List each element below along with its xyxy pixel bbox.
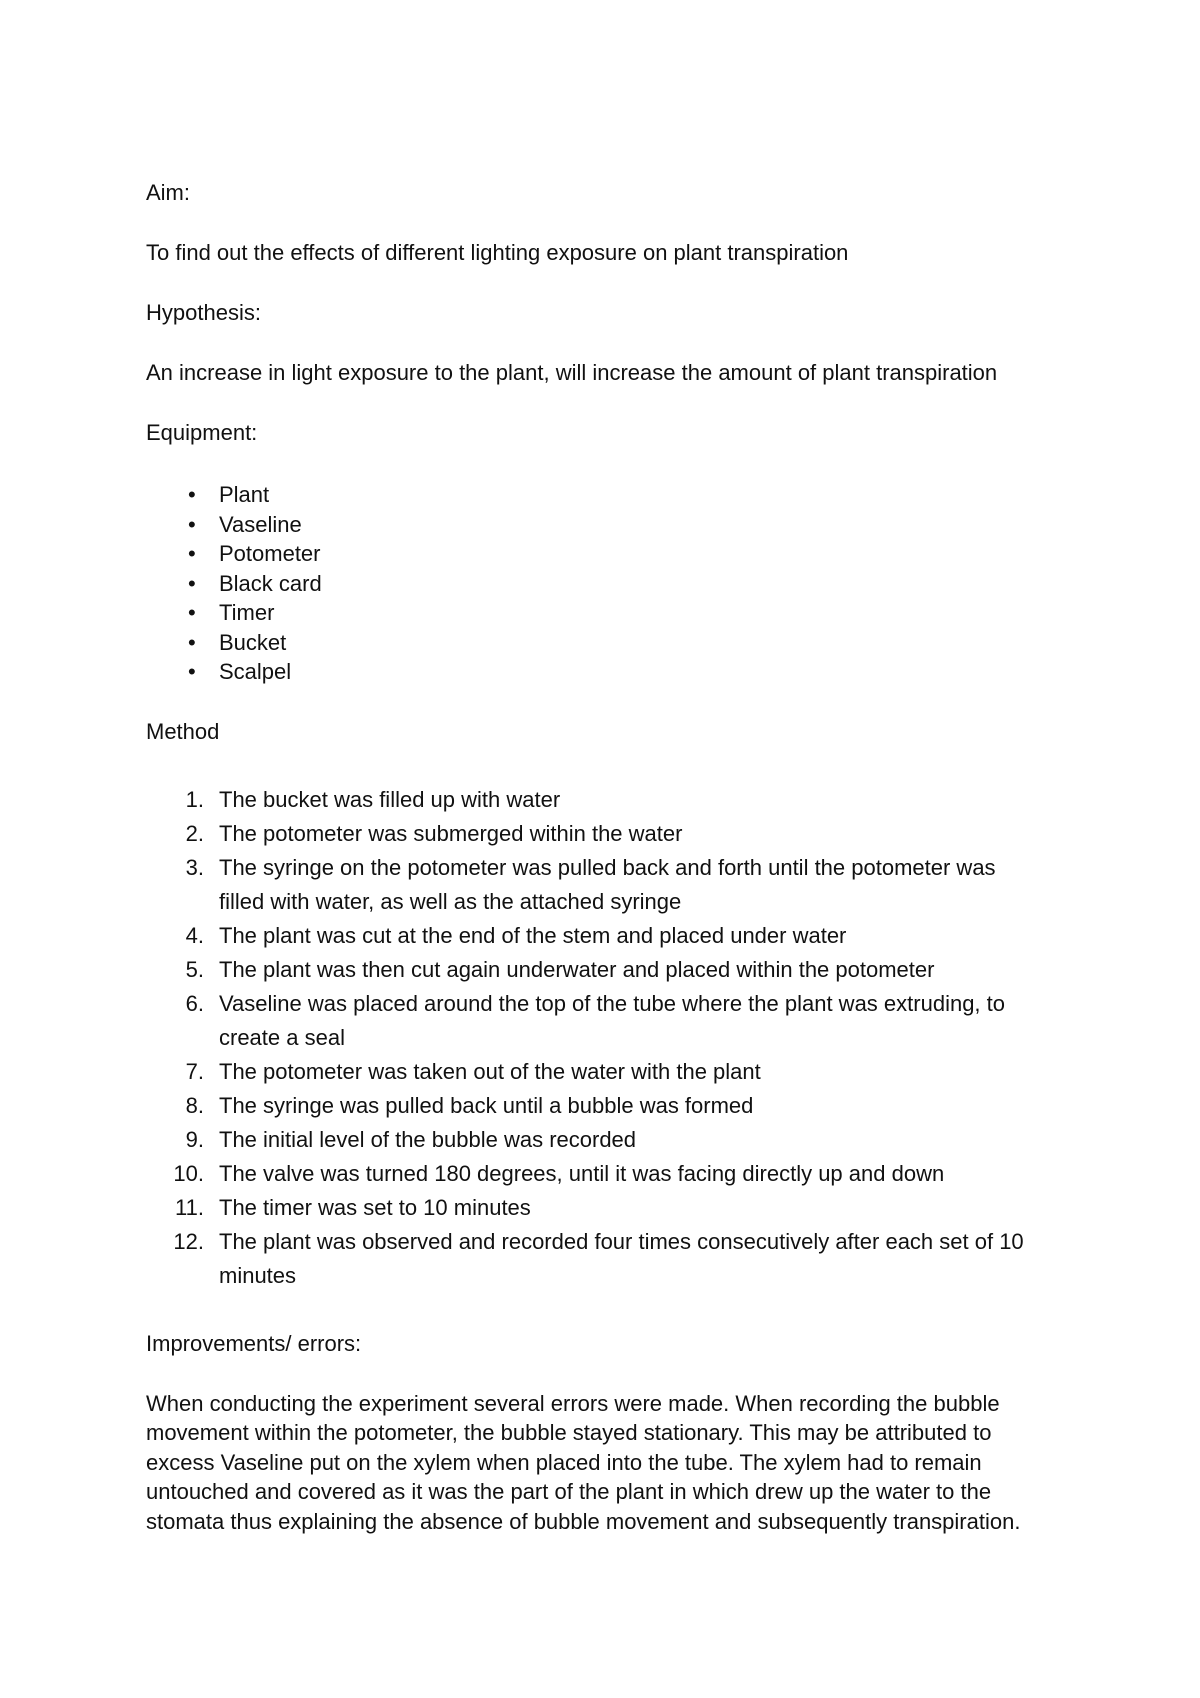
list-item — [146, 598, 1046, 628]
list-item — [146, 1225, 1046, 1293]
method-heading: Method — [146, 718, 220, 744]
hypothesis-heading: Hypothesis: — [146, 300, 261, 325]
step-number: 5. — [185, 956, 204, 982]
step-text: The plant was cut at the end of the stem and placed under water — [219, 922, 847, 948]
equipment-item-label: Scalpel — [219, 659, 292, 684]
bullet-icon: • — [188, 629, 196, 655]
bullet-icon: • — [188, 659, 196, 684]
step-text: Vaseline was placed around the top of the tube where the plant was extruding, to create a seal — [219, 990, 1005, 1050]
hypothesis-text: An increase in light exposure to the plant, will increase the amount of plant transpiration — [146, 360, 998, 385]
bullet-icon: • — [188, 541, 196, 566]
list-item — [146, 628, 1046, 658]
step-number: 9. — [185, 1126, 204, 1152]
bullet-icon: • — [188, 511, 196, 537]
equipment-list — [146, 480, 1046, 687]
bullet-icon: • — [188, 482, 196, 507]
step-text: The syringe on the potometer was pulled back and forth until the potometer was filled with water, as well as the attached syringe — [219, 854, 996, 914]
list-item — [146, 569, 1046, 599]
step-text: The plant was observed and recorded four times consecutively after each set of 10 minutes — [219, 1228, 1024, 1288]
list-item — [146, 1123, 1046, 1157]
list-item — [146, 657, 1046, 687]
step-text: The initial level of the bubble was recorded — [219, 1126, 637, 1152]
equipment-item-label: Black card — [219, 570, 322, 596]
list-item — [146, 1191, 1046, 1225]
method-list — [146, 783, 1046, 1293]
step-number: 6. — [185, 990, 204, 1016]
equipment-heading: Equipment: — [146, 420, 258, 445]
improvements-heading: Improvements/ errors: — [146, 1330, 362, 1356]
step-number: 11. — [175, 1194, 204, 1220]
step-text: The timer was set to 10 minutes — [219, 1194, 531, 1220]
bullet-icon: • — [188, 570, 196, 596]
step-text: The potometer was submerged within the water — [219, 820, 683, 846]
step-number: 12. — [173, 1228, 204, 1254]
list-item — [146, 919, 1046, 953]
step-text: The syringe was pulled back until a bubble was formed — [219, 1092, 754, 1118]
step-text: The bucket was filled up with water — [219, 786, 561, 812]
list-item — [146, 480, 1046, 510]
list-item — [146, 1055, 1046, 1089]
document-body — [146, 180, 1046, 1536]
improvements-text: When conducting the experiment several errors were made. When recording the bubble movement within the potometer, the bubble stayed stationary. This may be attributed to excess Vaseline put on the xylem when placed into the tube. The xylem had to remain untouched and covered as it was the part of the plant in which drew up the water to the stomata thus explaining the absence of bubble movement and subsequently transpiration. — [146, 1390, 1021, 1534]
equipment-item-label: Potometer — [219, 541, 321, 566]
step-number: 10. — [173, 1160, 204, 1186]
step-number: 4. — [185, 922, 204, 948]
step-text: The potometer was taken out of the water with the plant — [219, 1058, 761, 1084]
aim-text: To find out the effects of different lighting exposure on plant transpiration — [146, 240, 849, 265]
bullet-icon: • — [188, 600, 196, 625]
list-item — [146, 510, 1046, 540]
step-number: 3. — [185, 854, 204, 880]
list-item — [146, 539, 1046, 569]
step-number: 1. — [185, 786, 204, 812]
list-item — [146, 953, 1046, 987]
equipment-item-label: Vaseline — [219, 511, 302, 537]
equipment-item-label: Plant — [219, 482, 270, 507]
step-number: 7. — [185, 1058, 204, 1084]
step-text: The valve was turned 180 degrees, until it was facing directly up and down — [219, 1160, 945, 1186]
step-text: The plant was then cut again underwater and placed within the potometer — [219, 956, 935, 982]
aim-heading: Aim: — [146, 180, 190, 205]
list-item — [146, 851, 1046, 919]
list-item — [146, 817, 1046, 851]
list-item — [146, 1089, 1046, 1123]
list-item — [146, 783, 1046, 817]
equipment-item-label: Timer — [219, 600, 275, 625]
list-item — [146, 1157, 1046, 1191]
step-number: 2. — [185, 820, 204, 846]
step-number: 8. — [185, 1092, 204, 1118]
list-item — [146, 987, 1046, 1055]
equipment-item-label: Bucket — [219, 629, 287, 655]
